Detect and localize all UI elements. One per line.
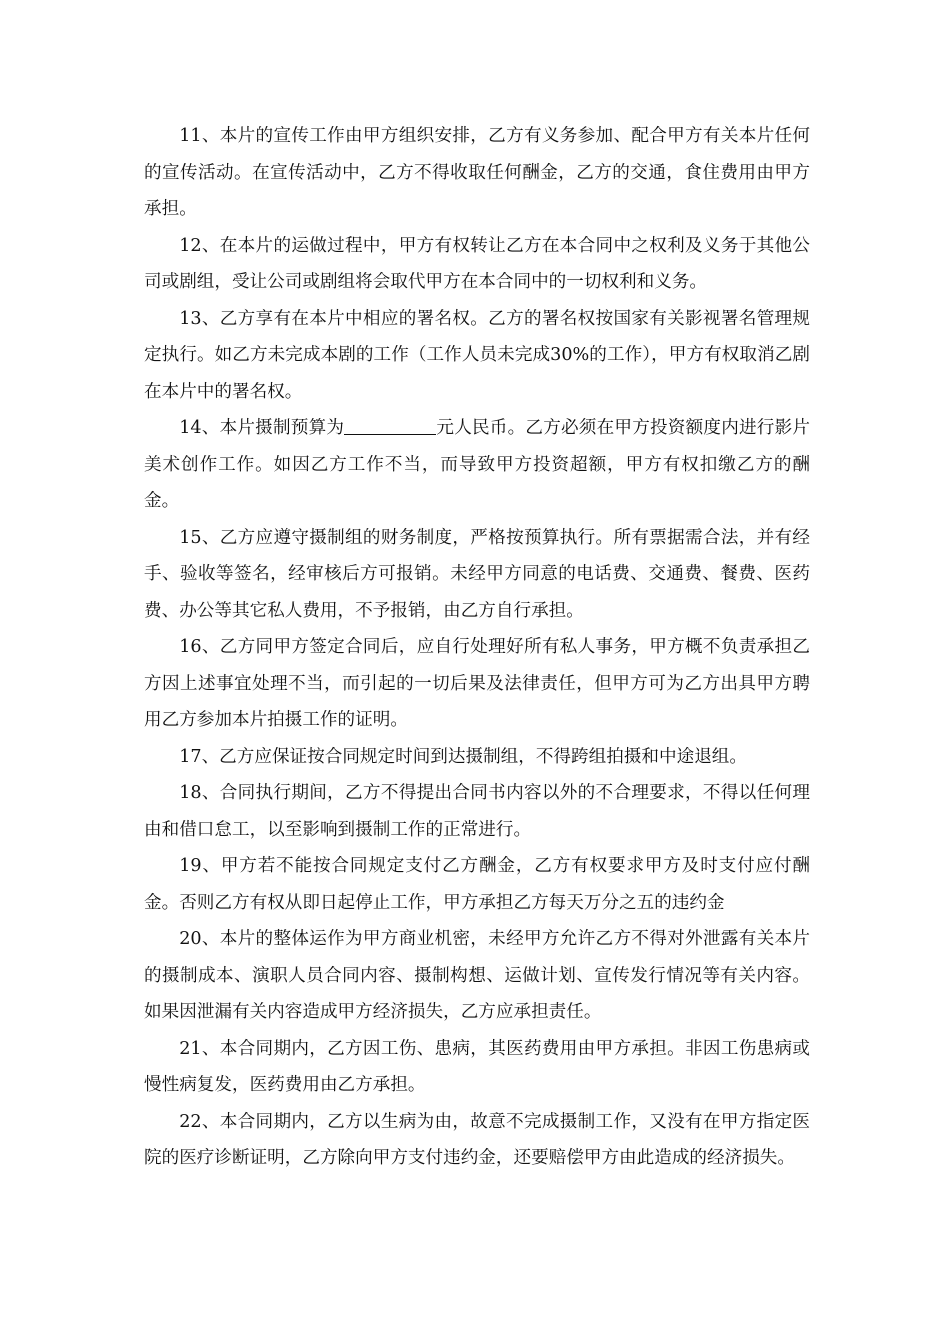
clause-15: 15、乙方应遵守摄制组的财务制度，严格按预算执行。所有票据需合法，并有经手、验收等签名，经审核后方可报销。未经甲方同意的电话费、交通费、餐费、医药费、办公等其它私人费用，不予报销，由乙方自行承担。 — [144, 527, 810, 621]
clause-21: 21、本合同期内，乙方因工伤、患病，其医药费用由甲方承担。非因工伤患病或慢性病复发，医药费用由乙方承担。 — [144, 1038, 810, 1095]
clause-11: 11、本片的宣传工作由甲方组织安排，乙方有义务参加、配合甲方有关本片任何的宣传活动。在宣传活动中，乙方不得收取任何酬金，乙方的交通，食住费用由甲方承担。 — [144, 126, 810, 219]
clause-17: 17、乙方应保证按合同规定时间到达摄制组，不得跨组拍摄和中途退组。 — [179, 746, 747, 767]
clause-13: 13、乙方享有在本片中相应的署名权。乙方的署名权按国家有关影视署名管理规定执行。如乙方未完成本剧的工作（工作人员未完成30%的工作），甲方有权取消乙剧在本片中的署名权。 — [144, 308, 810, 402]
clause-12: 12、在本片的运做过程中，甲方有权转让乙方在本合同中之权利及义务于其他公司或剧组，受让公司或剧组将会取代甲方在本合同中的一切权利和义务。 — [144, 235, 810, 292]
clause-20: 20、本片的整体运作为甲方商业机密，未经甲方允许乙方不得对外泄露有关本片的摄制成本、演职人员合同内容、摄制构想、运做计划、宣传发行情况等有关内容。如果因泄漏有关内容造成甲方经济损失，乙方应承担责任。 — [144, 929, 810, 1022]
clause-22: 22、本合同期内，乙方以生病为由，故意不完成摄制工作，又没有在甲方指定医院的医疗诊断证明，乙方除向甲方支付违约金，还要赔偿甲方由此造成的经济损失。 — [144, 1111, 810, 1168]
clause-14-text-after: 元人民币。乙方必须在甲方投资额度内进行影片美术创作工作。如因乙方工作不当，而导致甲方投资超额，甲方有权扣缴乙方的酬金。 — [144, 418, 810, 511]
clause-14 — [144, 410, 810, 520]
budget-blank-line — [344, 416, 436, 435]
clause-16: 16、乙方同甲方签定合同后，应自行处理好所有私人事务，甲方概不负责承担乙方因上述事宜处理不当，而引起的一切后果及法律责任，但甲方可为乙方出具甲方聘用乙方参加本片拍摄工作的证明。 — [144, 637, 810, 730]
contract-body — [144, 118, 810, 1177]
clause-18: 18、合同执行期间，乙方不得提出合同书内容以外的不合理要求，不得以任何理由和借口怠工，以至影响到摄制工作的正常进行。 — [144, 783, 810, 840]
clause-19: 19、甲方若不能按合同规定支付乙方酬金，乙方有权要求甲方及时支付应付酬金。否则乙方有权从即日起停止工作，甲方承担乙方每天万分之五的违约金 — [144, 856, 810, 913]
clause-14-text-before: 14、本片摄制预算为 — [179, 418, 345, 438]
